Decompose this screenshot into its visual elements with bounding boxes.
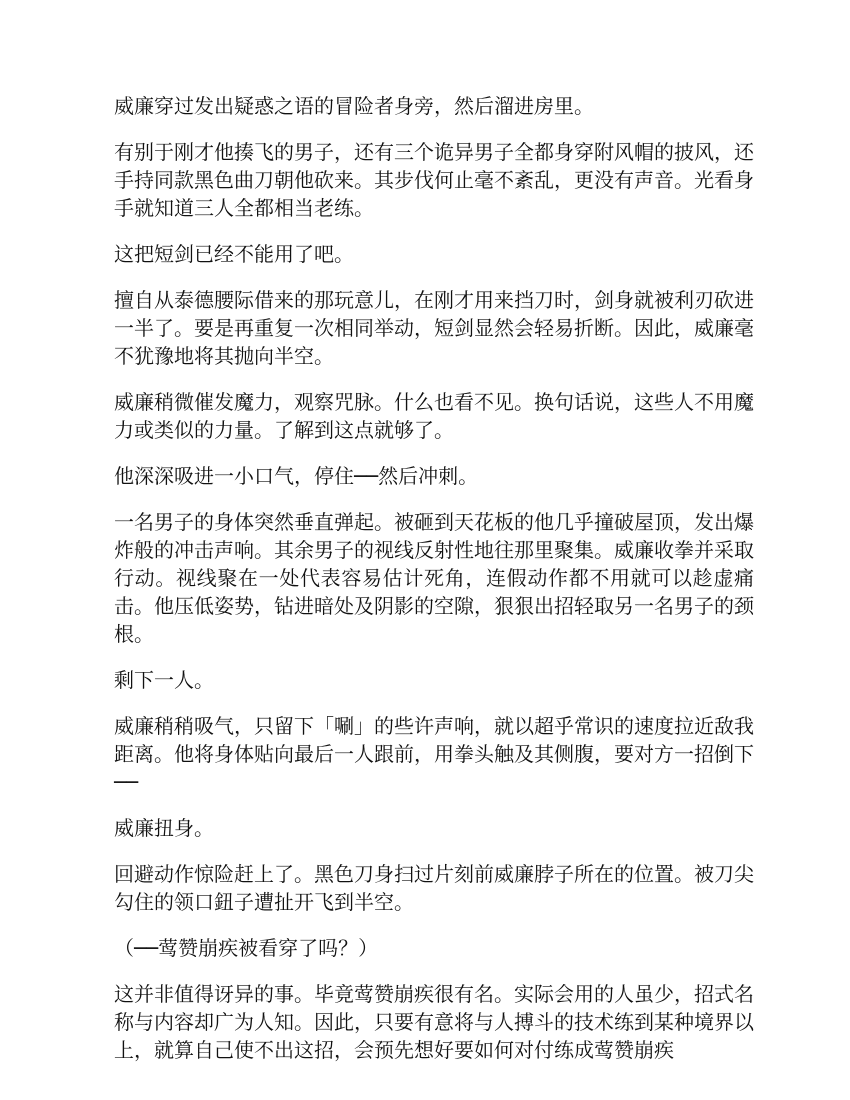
paragraph-10: 威廉扭身。: [114, 816, 214, 840]
paragraph-8: 剩下一人。: [114, 668, 214, 692]
paragraph-13: 这并非值得讶异的事。毕竟莺赞崩疾很有名。实际会用的人虽少，招式名称与内容却广为人知。因此，只要有意将与人搏斗的技术练到某种境界以上，就算自己使不出这招，会预先想好要如何对付练成莺赞崩疾: [114, 982, 754, 1062]
paragraph-4: 擅自从泰德腰际借来的那玩意儿，在刚才用来挡刀时，剑身就被利刃砍进一半了。要是再重复一次相同举动，短剑显然会轻易折断。因此，威廉毫不犹豫地将其抛向半空。: [114, 288, 754, 368]
paragraph-7: 一名男子的身体突然垂直弹起。被砸到天花板的他几乎撞破屋顶，发出爆炸般的冲击声响。其余男子的视线反射性地往那里聚集。威廉收拳并采取行动。视线聚在一处代表容易估计死角，连假动作都不用就可以趁虚痛击。他压低姿势，钻进暗处及阴影的空隙，狠狠出招轻取另一名男子的颈根。: [114, 510, 754, 646]
paragraph-1: 威廉穿过发出疑惑之语的冒险者身旁，然后溜进房里。: [114, 94, 594, 118]
paragraph-11: 回避动作惊险赶上了。黑色刀身扫过片刻前威廉脖子所在的位置。被刀尖勾住的领口鈕子遭扯开飞到半空。: [114, 862, 754, 914]
paragraph-2: 有别于刚才他揍飞的男子，还有三个诡异男子全都身穿附风帽的披风，还手持同款黑色曲刀朝他砍来。其步伐何止毫不紊乱，更没有声音。光看身手就知道三人全都相当老练。: [114, 140, 754, 220]
paragraph-3: 这把短剑已经不能用了吧。: [114, 242, 354, 266]
paragraph-9: 威廉稍稍吸气，只留下「唰」的些许声响，就以超乎常识的速度拉近敌我距离。他将身体贴向最后一人跟前，用拳头触及其侧腹，要对方一招倒下──: [114, 714, 754, 794]
paragraph-6: 他深深吸进一小口气，停住──然后冲刺。: [114, 464, 479, 488]
paragraph-5: 威廉稍微催发魔力，观察咒脉。什么也看不见。换句话说，这些人不用魔力或类似的力量。了解到这点就够了。: [114, 390, 754, 442]
body-text: [104, 92, 754, 1064]
paragraph-12: （──莺赞崩疾被看穿了吗？）: [114, 936, 379, 960]
